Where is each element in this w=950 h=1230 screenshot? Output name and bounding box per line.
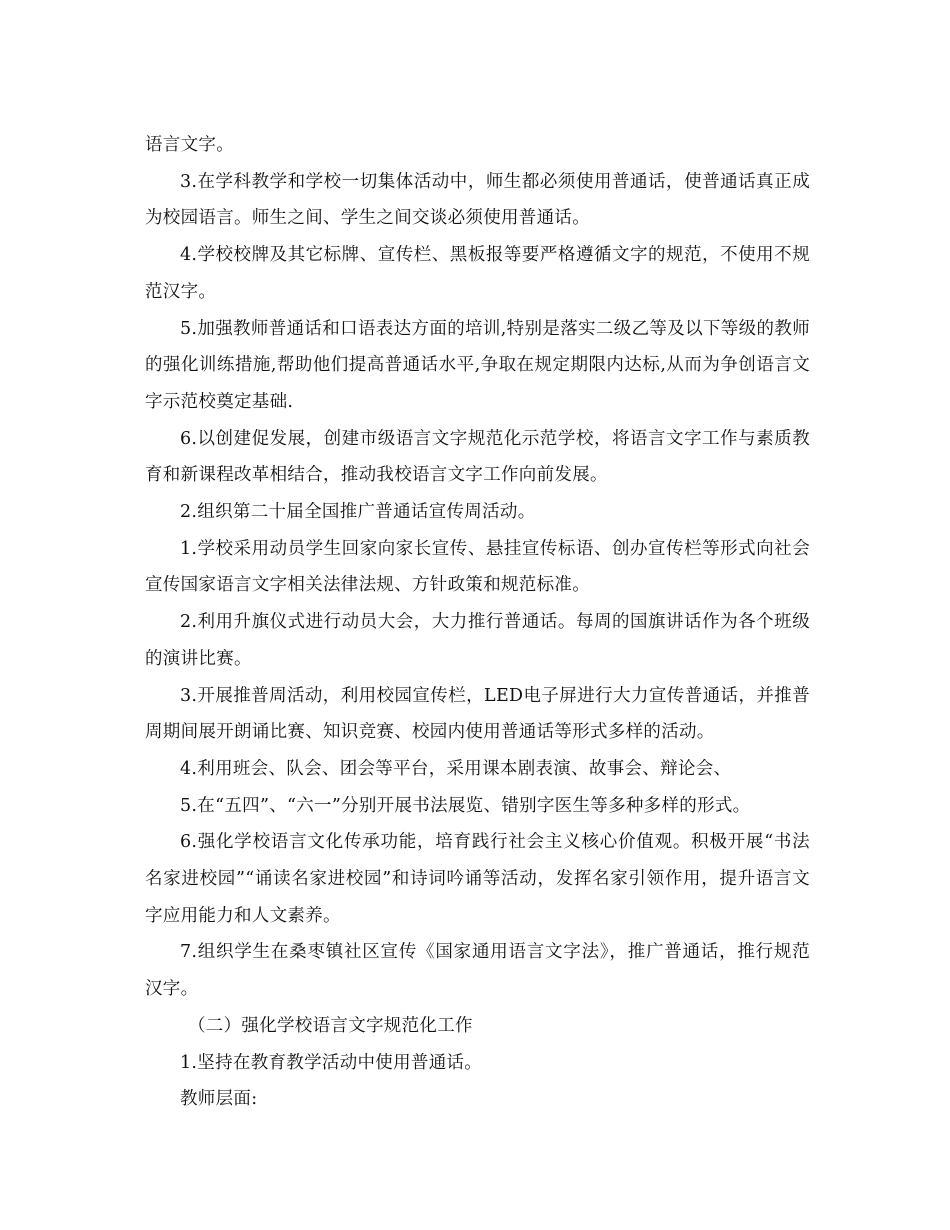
paragraph: 4.学校校牌及其它标牌、宣传栏、黑板报等要严格遵循文字的规范，不使用不规范汉字。 <box>145 245 810 302</box>
paragraph: 3.开展推普周活动，利用校园宣传栏，LED电子屏进行大力宣传普通话，并推普周期间展开朗诵比赛、知识竞赛、校园内使用普通话等形式多样的活动。 <box>145 685 810 743</box>
paragraph: 7.组织学生在桑枣镇社区宣传《国家通用语言文字法》，推广普通话，推行规范汉字。 <box>145 942 810 1000</box>
paragraph: 6.强化学校语言文化传承功能，培育践行社会主义核心价值观。积极开展“书法名家进校园”“诵读名家进校园”和诗词吟诵等活动，发挥名家引领作用，提升语言文字应用能力和人文素养。 <box>145 832 810 926</box>
paragraph: 4.利用班会、队会、团会等平台，采用课本剧表演、故事会、辩论会、 <box>180 758 732 779</box>
paragraph: 3.在学科教学和学校一切集体活动中，师生都必须使用普通话，使普通话真正成为校园语言。师生之间、学生之间交谈必须使用普通话。 <box>145 171 810 229</box>
paragraph: 2.组织第二十届全国推广普通话宣传周活动。 <box>180 502 536 523</box>
paragraph: 1.坚持在教育教学活动中使用普通话。 <box>180 1052 483 1073</box>
paragraph: 6.以创建促发展，创建市级语言文字规范化示范学校，将语言文字工作与素质教育和新课程改革相结合，推动我校语言文字工作向前发展。 <box>145 428 810 486</box>
paragraph: 教师层面: <box>180 1089 258 1110</box>
paragraph: 5.在“五四”、“六一”分别开展书法展览、错别字医生等多种多样的形式。 <box>180 795 751 816</box>
section-heading: （二）强化学校语言文字规范化工作 <box>188 1015 473 1036</box>
document-body <box>145 127 810 1118</box>
paragraph: 5.加强教师普通话和口语表达方面的培训,特别是落实二级乙等及以下等级的教师的强化训练措施,帮助他们提高普通话水平,争取在规定期限内达标,从而为争创语言文字示范校奠定基础. <box>145 318 810 412</box>
paragraph: 语言文字。 <box>145 135 234 155</box>
paragraph: 1.学校采用动员学生回家向家长宣传、悬挂宣传标语、创办宣传栏等形式向社会宣传国家语言文字相关法律法规、方针政策和规范标准。 <box>145 538 810 596</box>
paragraph: 2.利用升旗仪式进行动员大会，大力推行普通话。每周的国旗讲话作为各个班级的演讲比赛。 <box>145 612 810 669</box>
